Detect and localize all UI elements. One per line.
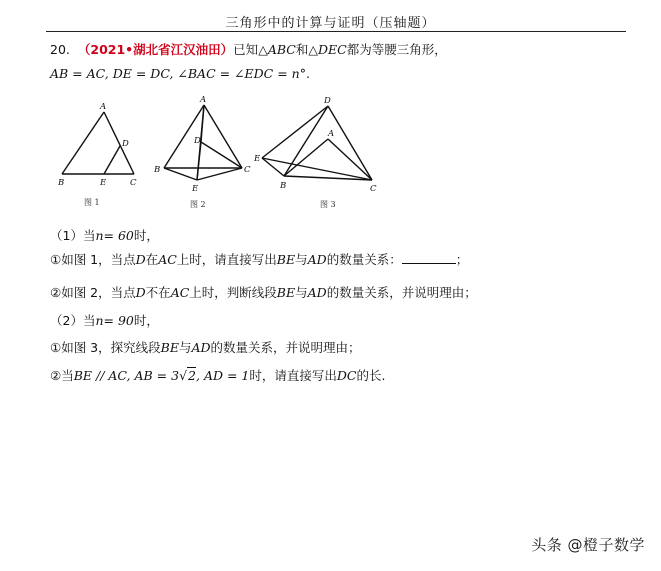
q1b-text-5: 的数量关系，并说明理由； — [326, 285, 477, 300]
q1a-text-5: 的数量关系： — [326, 252, 402, 267]
q2b-condition-2: , AD = 1 — [196, 368, 250, 383]
intro-text-2: 和 — [295, 42, 309, 57]
fig3-label-c: C — [370, 184, 377, 194]
q2a-text-2: 与 — [178, 340, 192, 355]
q1a-text-1: ①如图 1，当点 — [50, 252, 136, 267]
sqrt-symbol: √2 — [179, 368, 196, 383]
fig2-label-e: E — [192, 184, 199, 194]
problem-number: 20. — [50, 42, 70, 57]
fig3-label-d: D — [324, 96, 331, 106]
q2b-segment-dc: DC — [336, 368, 357, 383]
q1a-segment-ac: AC — [158, 252, 177, 267]
q1a-segment-ad: AD — [307, 252, 327, 267]
condition-formula: AB = AC, DE = DC, ∠BAC = ∠EDC = n° — [50, 66, 306, 81]
q2a-text-3: 的数量关系，并说明理由； — [210, 340, 361, 355]
fig2-label-d: D — [194, 136, 201, 146]
watermark: 头条 @橙子数学 — [531, 536, 645, 554]
part2-value: = 90 — [103, 313, 134, 328]
part2-heading — [50, 311, 159, 329]
problem-line-2 — [50, 66, 310, 81]
fig1-label-b: B — [58, 178, 65, 188]
q1a-segment-be: BE — [276, 252, 296, 267]
problem-source: （2021•湖北省江汉油田） — [77, 42, 234, 57]
part2-head-text: （2）当 — [50, 313, 96, 328]
triangle-dec: DEC — [317, 42, 347, 57]
q2a-text-1: ①如图 3，探究线段 — [50, 340, 161, 355]
part1-tail: 时， — [133, 228, 159, 243]
fig1-label-e: E — [100, 178, 107, 188]
q1b-text-3: 上时，判断线段 — [189, 285, 277, 300]
q2b-text-1: ②当 — [50, 368, 74, 383]
header-rule — [46, 31, 626, 32]
fig2-label-a: A — [200, 95, 207, 105]
q1b-text-2: 不在 — [145, 285, 171, 300]
q1a-text-2: 在 — [145, 252, 159, 267]
q1b-text-4: 与 — [295, 285, 308, 300]
fig2-caption: 图 2 — [190, 200, 206, 209]
intro-text-3: 都为等腰三角形， — [346, 42, 447, 57]
q1a-text-3: 上时，请直接写出 — [176, 252, 277, 267]
intro-text-1: 已知 — [233, 42, 259, 57]
q2b-text-2: 时，请直接写出 — [249, 368, 337, 383]
part1-variable: n — [95, 228, 104, 243]
question-1a — [50, 250, 468, 268]
q1a-end: ； — [455, 252, 469, 267]
fig2-label-b: B — [154, 165, 161, 175]
part2-tail: 时， — [133, 313, 159, 328]
q1b-point-d: D — [135, 285, 146, 300]
sqrt-radicand: 2 — [188, 368, 196, 383]
q1b-segment-ad: AD — [307, 285, 327, 300]
q2a-segment-be: BE — [160, 340, 179, 355]
fig3-label-a: A — [328, 129, 335, 139]
q1b-segment-ac: AC — [170, 285, 190, 300]
part2-variable: n — [95, 313, 104, 328]
q1b-segment-be: BE — [276, 285, 296, 300]
fig2-label-c: C — [244, 165, 251, 175]
fig1-label-c: C — [130, 178, 137, 188]
fig3-label-b: B — [280, 181, 287, 191]
part1-value: = 60 — [103, 228, 134, 243]
figure-2 — [164, 105, 242, 180]
header-title: 三角形中的计算与证明（压轴题） — [225, 16, 436, 31]
q1a-point-d: D — [135, 252, 146, 267]
part1-heading — [50, 226, 159, 244]
question-2b — [50, 366, 385, 384]
q2a-segment-ad: AD — [191, 340, 211, 355]
fig1-label-a: A — [100, 102, 107, 112]
q2b-condition: BE // AC, AB = 3 — [73, 368, 180, 383]
q2b-text-3: 的长. — [356, 368, 386, 383]
fig1-caption: 图 1 — [84, 198, 100, 207]
problem-line-1: 20. （2021•湖北省江汉油田）已知△ABC和△DEC都为等腰三角形， — [50, 42, 447, 57]
question-1b — [50, 283, 477, 301]
part1-head-text: （1）当 — [50, 228, 96, 243]
fig3-label-e: E — [254, 154, 261, 164]
answer-blank[interactable] — [402, 251, 456, 264]
geometry-figures — [52, 92, 397, 214]
condition-end: . — [305, 66, 310, 81]
q1b-text-1: ②如图 2，当点 — [50, 285, 136, 300]
question-2a — [50, 338, 361, 356]
fig1-label-d: D — [122, 139, 129, 149]
triangle-abc: ABC — [267, 42, 296, 57]
figure-3 — [262, 106, 372, 180]
q1a-text-4: 与 — [295, 252, 308, 267]
fig3-caption: 图 3 — [320, 200, 336, 209]
